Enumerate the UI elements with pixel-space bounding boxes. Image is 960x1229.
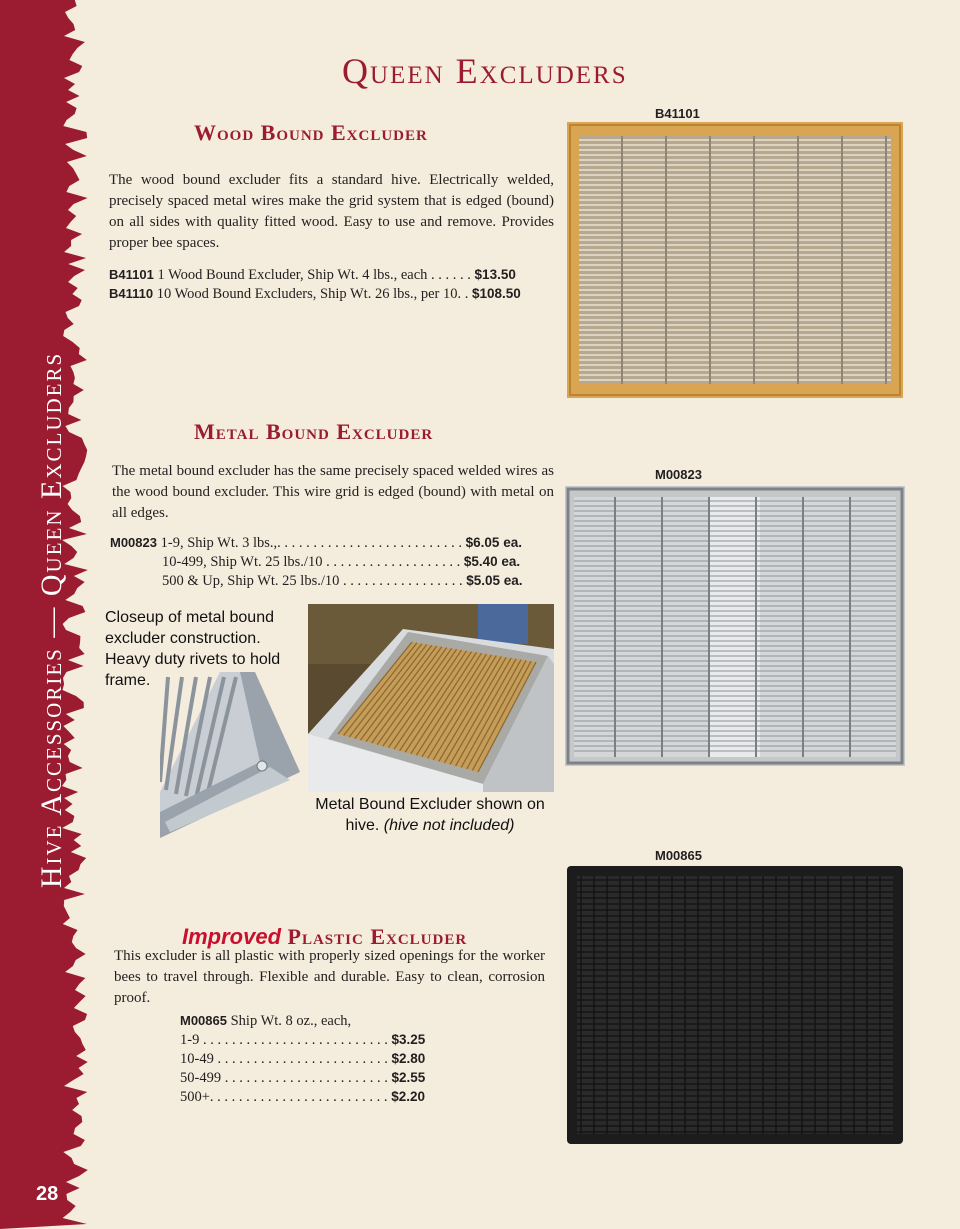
item-text: 500+. . . . . . . . . . . . . . . . . . . . . . . . . — [180, 1089, 388, 1105]
plastic-item-1 — [180, 1030, 425, 1050]
sku: M00823 — [110, 535, 157, 550]
hive-caption-note: (hive not included) — [383, 817, 515, 834]
sidebar-section-label: Hive Accessories — Queen Excluders — [35, 351, 68, 889]
item-text: 1 Wood Bound Excluder, Ship Wt. 4 lbs., each . . . . . . — [157, 267, 471, 283]
page-number: 28 — [36, 1183, 59, 1205]
metal-image-label: M00823 — [655, 467, 702, 482]
sku: B41110 — [109, 286, 154, 301]
wood-excluder-description: The wood bound excluder fits a standard hive. Electrically welded, precisely spaced metal wires make the grid system that is edged (bound) on all sides with quality fitted wood. Easy to use and remove. Provides proper bee spaces. — [109, 172, 554, 251]
improved-label: Improved — [182, 924, 282, 949]
price: $5.40 ea. — [463, 554, 521, 569]
item-text: 10 Wood Bound Excluders, Ship Wt. 26 lbs., per 10. . — [156, 286, 469, 302]
closeup-photo — [160, 672, 300, 838]
price: $6.05 ea. — [465, 535, 522, 550]
plastic-item-4 — [180, 1087, 425, 1107]
wood-item-2 — [109, 284, 521, 304]
wood-excluder-photo — [567, 122, 903, 398]
item-text: 10-49 . . . . . . . . . . . . . . . . . . . . . . . . — [180, 1051, 388, 1067]
plastic-item-2 — [180, 1049, 425, 1069]
item-text: 1-9 . . . . . . . . . . . . . . . . . . . . . . . . . . — [180, 1032, 388, 1048]
metal-excluder-photo — [565, 486, 905, 766]
metal-item-2 — [162, 552, 520, 572]
plastic-excluder-description: This excluder is all plastic with properly sized openings for the worker bees to travel through. Flexible and durable. Easy to clean, corrosion proof. — [114, 948, 545, 1006]
price: $108.50 — [472, 286, 521, 301]
sidebar — [0, 0, 100, 1229]
item-text: 1-9, Ship Wt. 3 lbs.,. . . . . . . . . . . . . . . . . . . . . . . . . . — [160, 535, 463, 551]
plastic-title-text: Plastic Excluder — [287, 924, 468, 949]
hive-photo — [308, 604, 554, 792]
item-text: 10-499, Ship Wt. 25 lbs./10 . . . . . . . . . . . . . . . . . . . — [162, 554, 461, 570]
price: $2.20 — [391, 1089, 425, 1104]
price: $2.80 — [391, 1051, 426, 1066]
metal-excluder-title: Metal Bound Excluder — [194, 419, 434, 444]
price: $3.25 — [391, 1032, 426, 1047]
price: $13.50 — [474, 267, 516, 282]
metal-item-3 — [162, 571, 523, 591]
plastic-item-3 — [180, 1068, 425, 1088]
metal-item-1 — [110, 533, 522, 553]
sku: M00865 — [180, 1013, 227, 1028]
hive-caption-text: Metal Bound Excluder shown on hive. — [315, 796, 545, 834]
wood-excluder-title: Wood Bound Excluder — [194, 120, 428, 145]
item-text: Ship Wt. 8 oz., each, — [230, 1013, 352, 1029]
hive-caption — [300, 794, 560, 836]
closeup-caption: Closeup of metal bound excluder construction. Heavy duty rivets to hold frame. — [105, 609, 281, 689]
wood-image-label: B41101 — [655, 106, 700, 121]
metal-excluder-description: The metal bound excluder has the same precisely spaced welded wires as the wood bound excluder. This wire grid is edged (bound) with metal on all edges. — [112, 463, 554, 521]
sku: B41101 — [109, 267, 154, 282]
item-text: 50-499 . . . . . . . . . . . . . . . . . . . . . . . — [180, 1070, 388, 1086]
item-text: 500 & Up, Ship Wt. 25 lbs./10 . . . . . . . . . . . . . . . . . — [162, 573, 463, 589]
plastic-excluder-photo — [567, 866, 903, 1144]
price: $2.55 — [391, 1070, 426, 1085]
wood-item-1 — [109, 265, 516, 285]
price: $5.05 ea. — [466, 573, 523, 588]
page-title: Queen Excluders — [342, 51, 628, 91]
plastic-sku-line — [180, 1011, 351, 1031]
plastic-image-label: M00865 — [655, 848, 702, 863]
